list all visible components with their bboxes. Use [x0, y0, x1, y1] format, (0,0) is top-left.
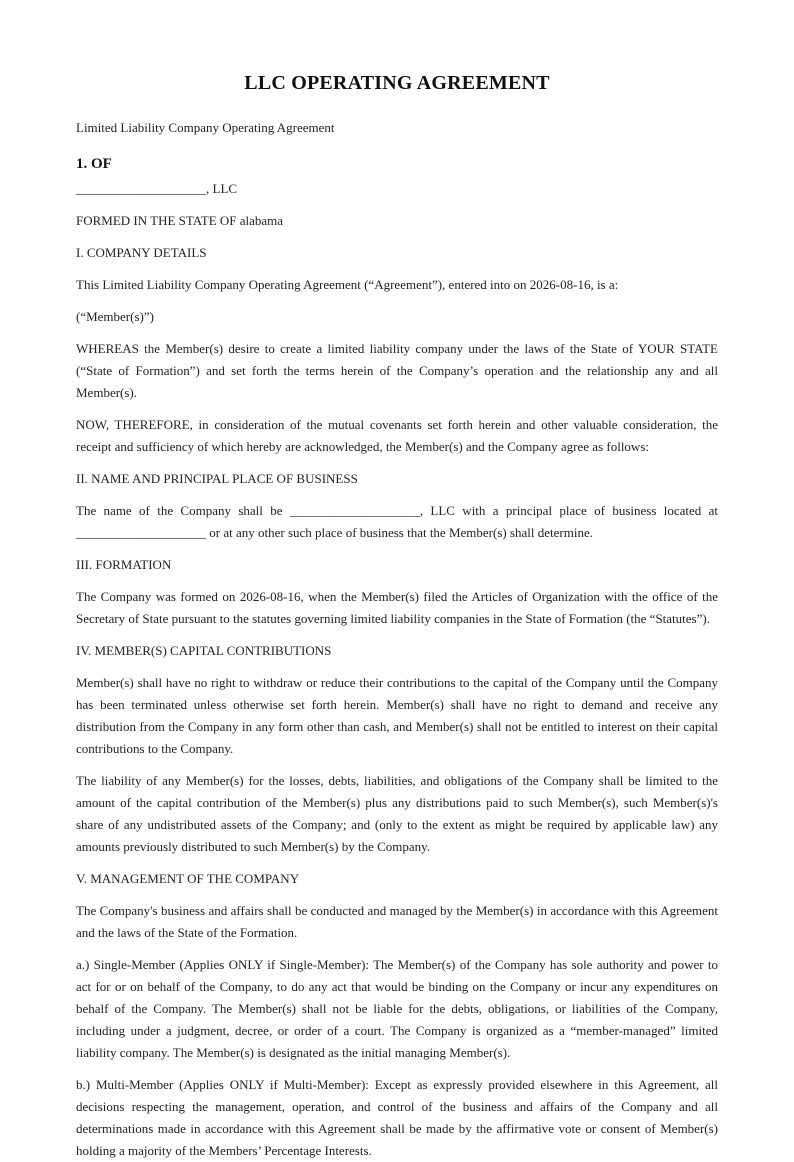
liability-paragraph: The liability of any Member(s) for the losses, debts, liabilities, and obligations of the Company shall be limited to the amount of the capital contribution of the Member(s) plus any distributions paid to such Member(s), such Member(s)'s share of any undistributed assets of the Company; and (only to the extent as might be required by applicable law) any amounts previously distributed to such Member(s) by the Company.	[76, 773, 718, 854]
formation-paragraph: The Company was formed on 2026-08-16, when the Member(s) filed the Articles of Organization with the office of the Secretary of State pursuant to the statutes governing limited liability companies in the State of Formation (the “Statutes”).	[76, 589, 718, 626]
now-therefore-paragraph: NOW, THEREFORE, in consideration of the mutual covenants set forth herein and other valuable consideration, the receipt and sufficiency of which hereby are acknowledged, the Member(s) and the Company agree as follows:	[76, 417, 718, 454]
single-member-paragraph: a.) Single-Member (Applies ONLY if Single-Member): The Member(s) of the Company has sole authority and power to act for or on behalf of the Company, to do any act that would be binding on the Company or incur any expenditures on behalf of the Company. The Member(s) shall not be liable for the debts, obligations, or liabilities of the Company, including under a judgment, decree, or order of a court. The Company is organized as a “member-managed” limited liability company. The Member(s) is designated as the initial managing Member(s).	[76, 957, 718, 1060]
formation-state-line: FORMED IN THE STATE OF alabama	[76, 213, 284, 228]
multi-member-paragraph: b.) Multi-Member (Applies ONLY if Multi-Member): Except as expressly provided elsewhere in this Agreement, all decisions respecting the management, operation, and control of the business and affairs of the Company and all determinations made in accordance with this Agreement shall be made by the affirmative vote or consent of Member(s) holding a majority of the Members’ Percentage Interests.	[76, 1077, 718, 1158]
document-page	[76, 0, 718, 1158]
section-heading-name-place: II. NAME AND PRINCIPAL PLACE OF BUSINESS	[76, 471, 358, 486]
section-heading-formation: III. FORMATION	[76, 557, 172, 572]
company-name-line: ____________________, LLC	[76, 181, 238, 196]
whereas-paragraph: WHEREAS the Member(s) desire to create a limited liability company under the laws of the State of YOUR STATE (“State of Formation”) and set forth the terms herein of the Company’s operation and the relationship any and all Member(s).	[76, 341, 718, 400]
members-line: (“Member(s)”)	[76, 309, 154, 324]
management-paragraph: The Company's business and affairs shall be conducted and managed by the Member(s) in accordance with this Agreement and the laws of the State of the Formation.	[76, 903, 718, 940]
capital-contributions-paragraph: Member(s) shall have no right to withdraw or reduce their contributions to the capital of the Company until the Company has been terminated unless otherwise set forth herein. Member(s) shall have no right to demand and receive any distribution from the Company in any form other than cash, and Member(s) shall not be entitled to interest on their capital contributions to the Company.	[76, 675, 718, 756]
company-name-paragraph: The name of the Company shall be ____________________, LLC with a principal place of business located at ____________________ or at any other such place of business that the Member(s) shall determine.	[76, 503, 718, 540]
section-heading: 1. OF	[76, 156, 112, 172]
document-subtitle: Limited Liability Company Operating Agreement	[76, 120, 335, 135]
section-heading-management: V. MANAGEMENT OF THE COMPANY	[76, 871, 300, 886]
section-heading-capital: IV. MEMBER(S) CAPITAL CONTRIBUTIONS	[76, 643, 332, 658]
document-title: LLC OPERATING AGREEMENT	[244, 72, 550, 94]
section-heading-company-details: I. COMPANY DETAILS	[76, 245, 207, 260]
agreement-intro-paragraph: This Limited Liability Company Operating Agreement (“Agreement”), entered into on 2026-08-16, is a:	[76, 277, 619, 292]
